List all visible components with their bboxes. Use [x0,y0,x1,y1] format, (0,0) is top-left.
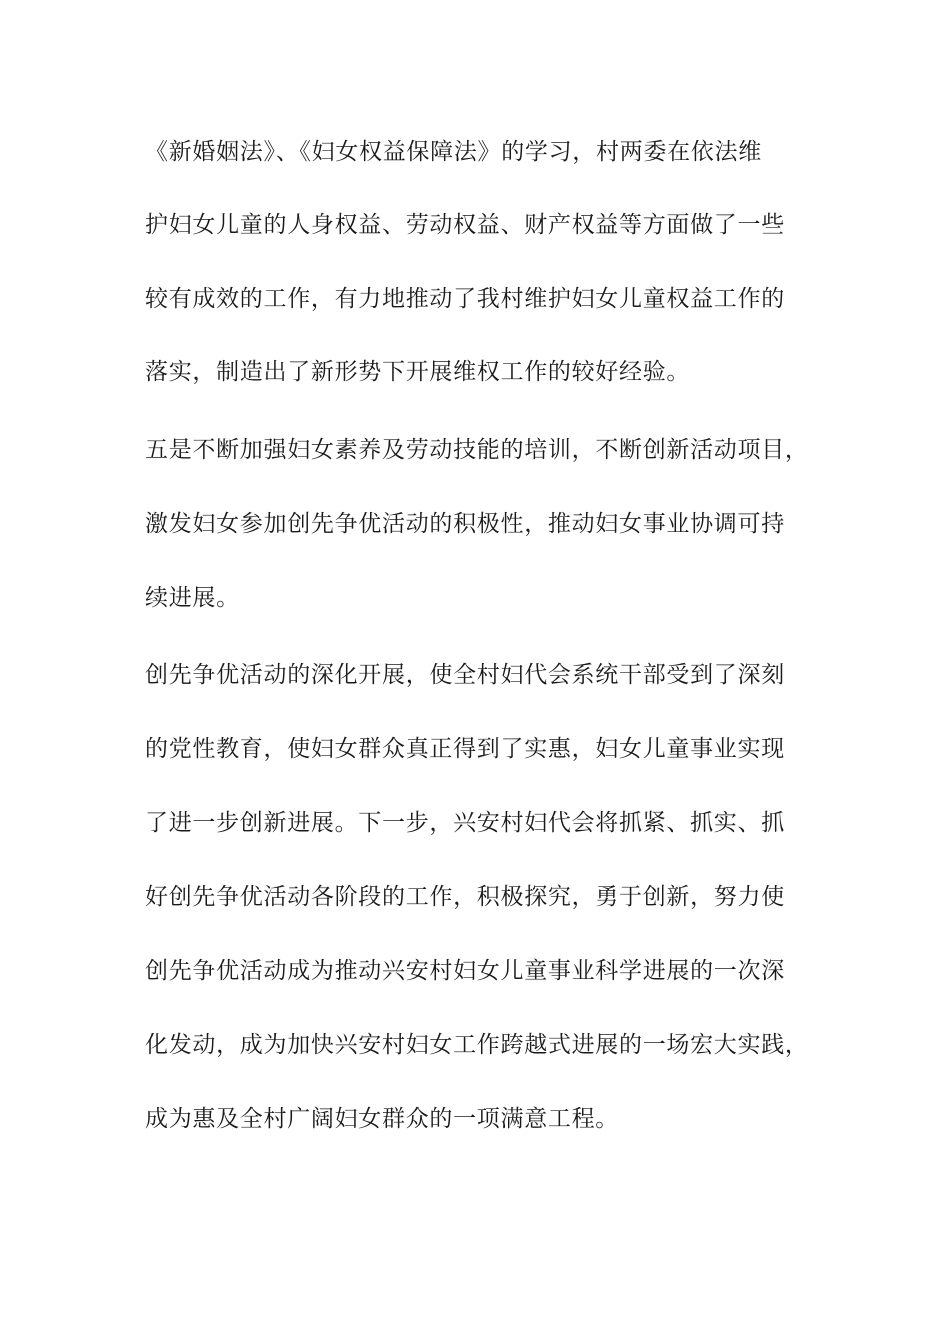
text-line-13: 化发动，成为加快兴安村妇女工作跨越式进展的一场宏大实践， [145,1032,809,1058]
text-line-7: 续进展。 [145,585,240,611]
text-line-9: 的党性教育，使妇女群众真正得到了实惠，妇女儿童事业实现 [145,736,785,762]
text-line-11: 好创先争优活动各阶段的工作，积极探究，勇于创新，努力使 [145,884,785,910]
text-line-2: 护妇女儿童的人身权益、劳动权益、财产权益等方面做了一些 [145,212,785,238]
text-line-10: 了进一步创新进展。下一步，兴安村妇代会将抓紧、抓实、抓 [145,810,785,836]
text-line-1: 《新婚姻法》、《妇女权益保障法》的学习，村两委在依法维 [145,139,762,165]
text-line-3: 较有成效的工作，有力地推动了我村维护妇女儿童权益工作的 [145,286,785,312]
text-line-12: 创先争优活动成为推动兴安村妇女儿童事业科学进展的一次深 [145,958,785,984]
text-line-8: 创先争优活动的深化开展，使全村妇代会系统干部受到了深刻 [145,662,785,688]
text-line-14: 成为惠及全村广阔妇女群众的一项满意工程。 [145,1106,619,1132]
text-line-5: 五是不断加强妇女素养及劳动技能的培训，不断创新活动项目， [145,437,809,463]
text-line-4: 落实，制造出了新形势下开展维权工作的较好经验。 [145,359,691,385]
text-line-6: 激发妇女参加创先争优活动的积极性，推动妇女事业协调可持 [145,511,785,537]
